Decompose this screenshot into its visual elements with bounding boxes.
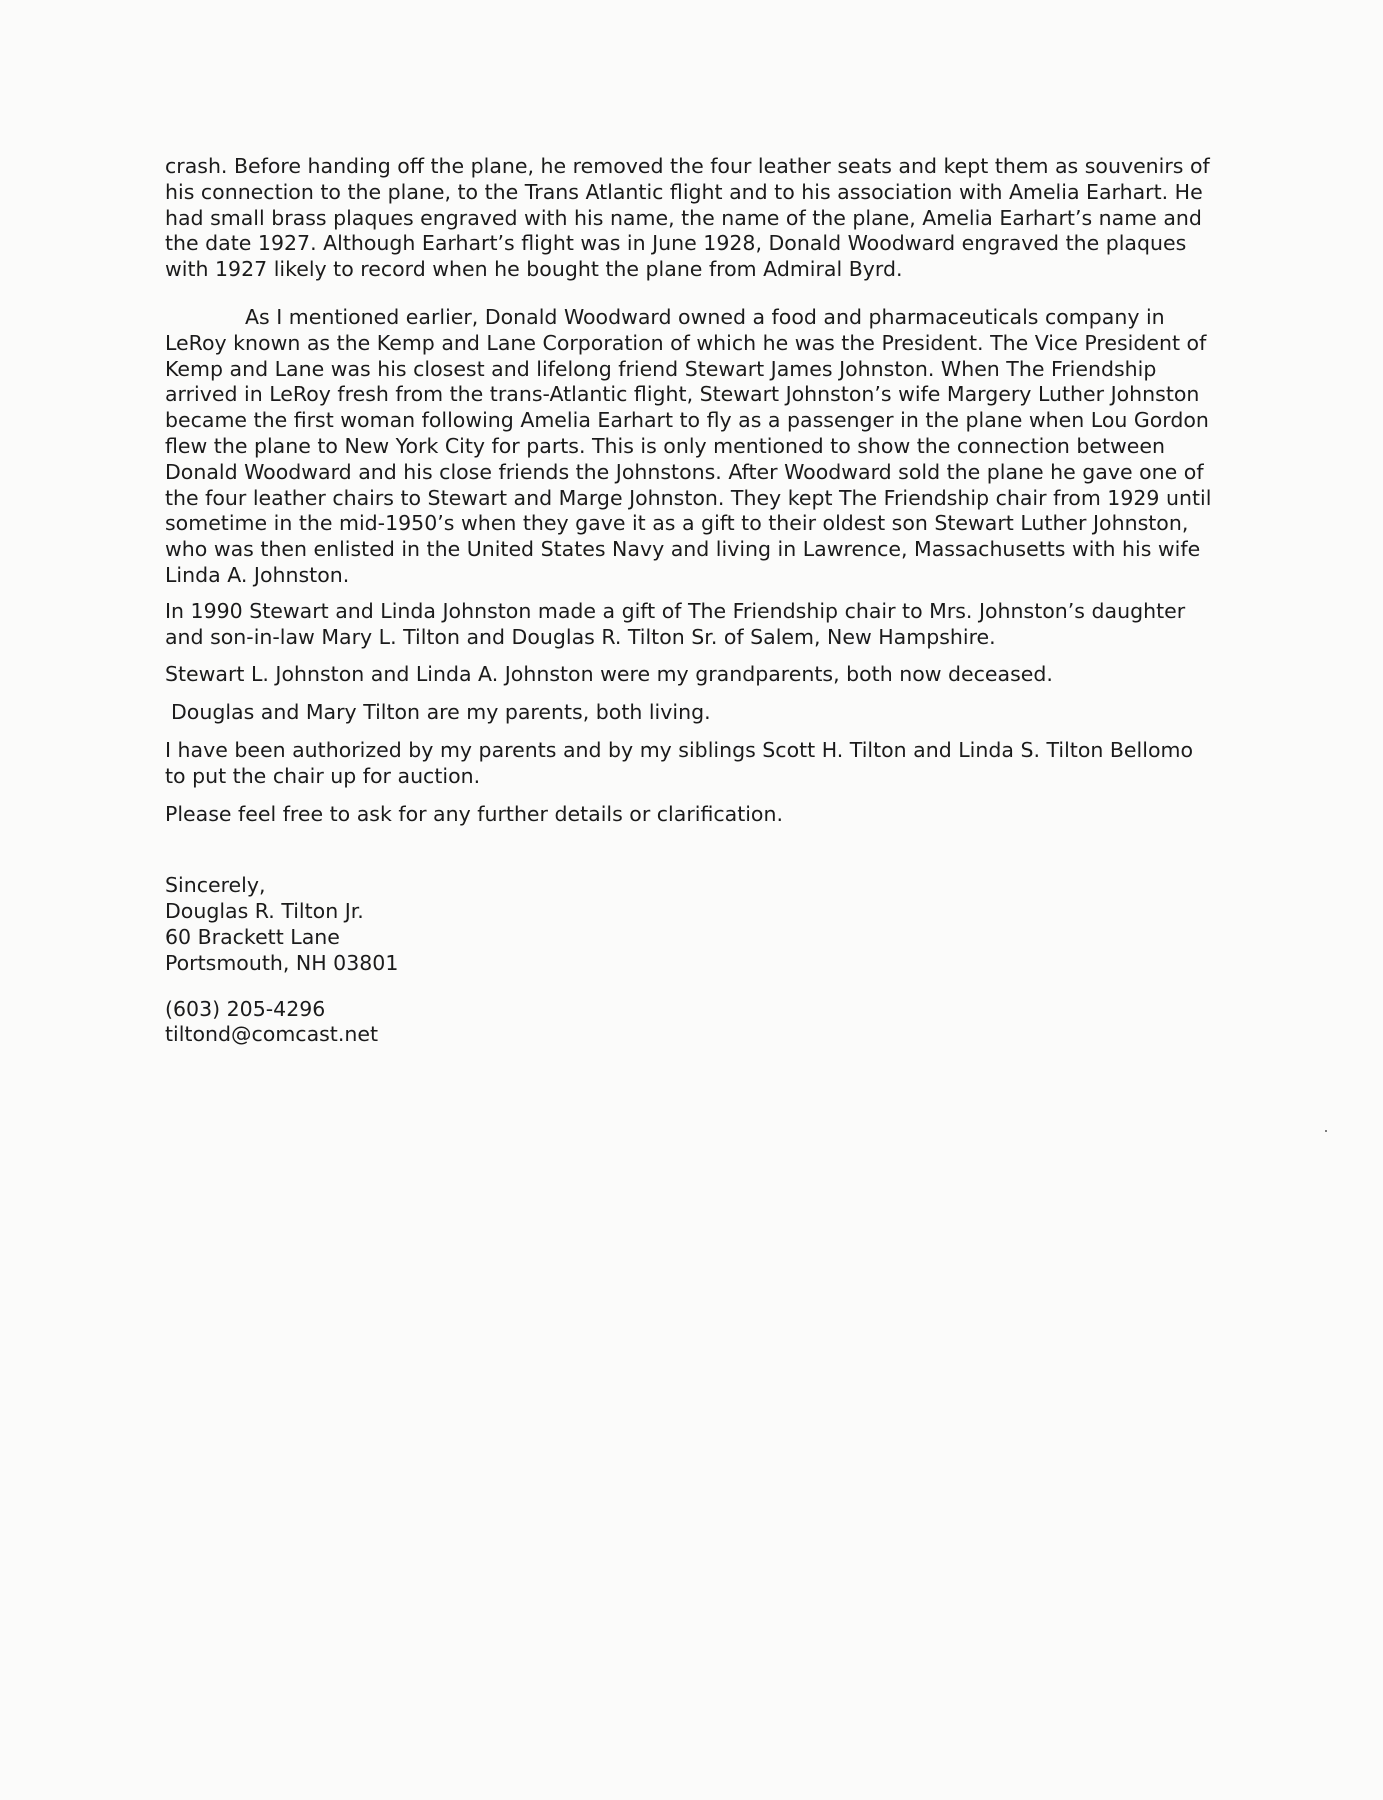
phone-number: (603) 205-4296 bbox=[165, 996, 326, 1021]
paragraph-chair-plaques: crash. Before handing off the plane, he removed the four leather seats and kept them as souvenirs of his connection to the plane, to the Trans Atlantic flight and to his association with Amelia Earhart. He had small brass plaques engraved with his name, the name of the plane, Amelia Earhart’s name and the date 1927. Although Earhart’s flight was in June 1928, Donald Woodward engraved the plaques with 1927 likely to record when he bought the plane from Admiral Byrd. bbox=[165, 154, 1210, 282]
paragraph-parents: Douglas and Mary Tilton are my parents, both living. bbox=[171, 700, 711, 725]
signer-name: Douglas R. Tilton Jr. bbox=[165, 899, 364, 924]
address-city: Portsmouth, NH 03801 bbox=[165, 950, 399, 975]
closing: Sincerely, bbox=[165, 873, 266, 898]
signature-block bbox=[165, 873, 1217, 1048]
paragraph-1990-gift: In 1990 Stewart and Linda Johnston made a gift of The Friendship chair to Mrs. Johnston’s daughter and son-in-law Mary L. Tilton and Douglas R. Tilton Sr. of Salem, New Hampshire. bbox=[165, 598, 1186, 649]
address-street: 60 Brackett Lane bbox=[165, 924, 340, 949]
paragraph-kemp-and-lane: As I mentioned earlier, Donald Woodward owned a food and pharmaceuticals company in LeRoy known as the Kemp and Lane Corporation of which he was the President. The Vice President of Kemp and Lane was his closest and lifelong friend Stewart James Johnston. When The Friendship arrived in LeRoy fresh from the trans-Atlantic flight, Stewart Johnston’s wife Margery Luther Johnston became the first woman following Amelia Earhart to fly as a passenger in the plane when Lou Gordon flew the plane to New York City for parts. This is only mentioned to show the connection between Donald Woodward and his close friends the Johnstons. After Woodward sold the plane he gave one of the four leather chairs to Stewart and Marge Johnston. They kept The Friendship chair from 1929 until sometime in the mid-1950’s when they gave it as a gift to their oldest son Stewart Luther Johnston, who was then enlisted in the United States Navy and living in Lawrence, Massachusetts with his wife Linda A. Johnston. bbox=[165, 304, 1212, 587]
signature-spacer bbox=[165, 977, 1217, 997]
letter-body bbox=[165, 154, 1217, 1048]
paragraph-contact-request: Please feel free to ask for any further details or clarification. bbox=[165, 801, 783, 826]
paragraph-authorization: I have been authorized by my parents and by my siblings Scott H. Tilton and Linda S. Tilton Bellomo to put the chair up for auction. bbox=[165, 737, 1193, 788]
paper-speck bbox=[1325, 1130, 1327, 1132]
paragraph-grandparents: Stewart L. Johnston and Linda A. Johnston were my grandparents, both now deceased. bbox=[165, 662, 1053, 687]
email-address: tiltond@comcast.net bbox=[165, 1022, 379, 1047]
